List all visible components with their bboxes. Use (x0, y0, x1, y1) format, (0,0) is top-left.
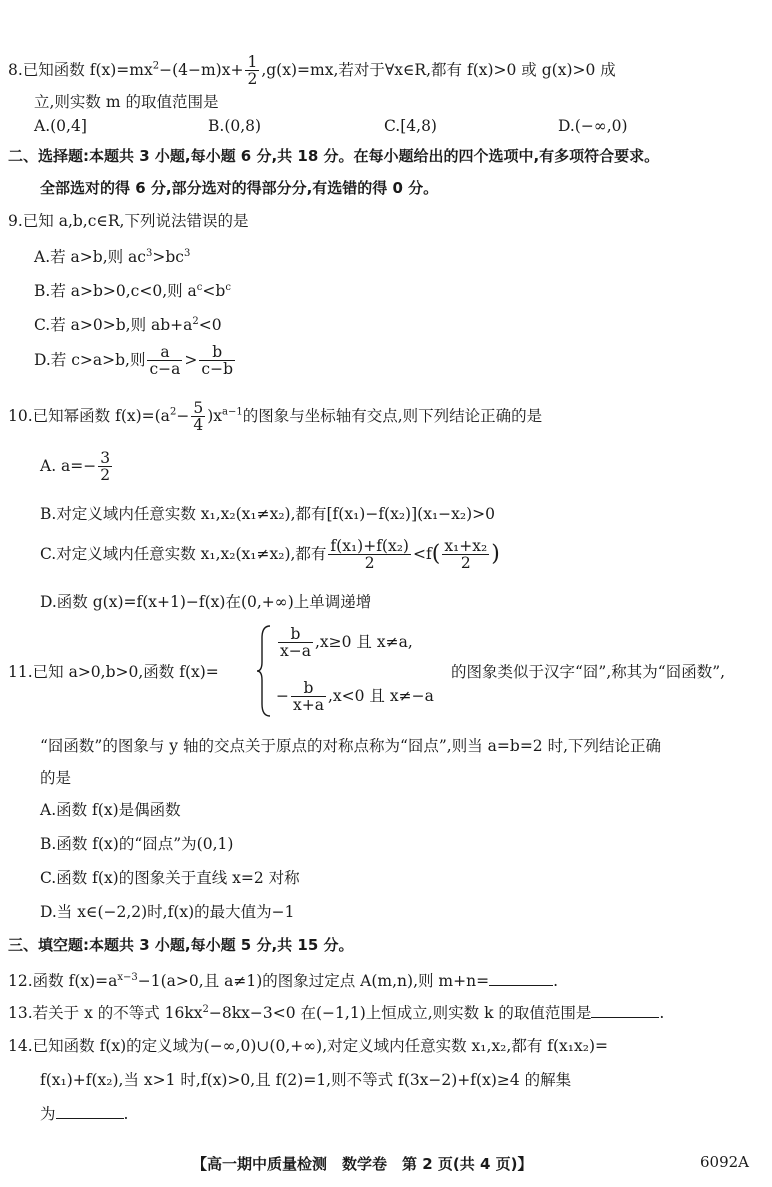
q10-stem-sup1: 2 (169, 406, 177, 418)
q8-stem-line1 (8, 54, 616, 88)
q10-c-frac2 (442, 538, 489, 572)
q10-c-frac1-num: f(x₁)+f(x₂) (330, 537, 409, 555)
q14-stem-line3 (40, 1106, 128, 1123)
q10-stem-a: 10.已知幂函数 f(x)=(a (8, 406, 170, 425)
q10-c-frac1-den: 2 (364, 554, 375, 573)
q9-a-text: A.若 a>b,则 ac (34, 248, 146, 267)
q10-option-d: D.函数 g(x)=f(x+1)−f(x)在(0,+∞)上单调递增 (40, 593, 372, 611)
q9-b-sup2: c (225, 282, 231, 293)
q9-a-mid: >bc (152, 248, 184, 267)
q8-frac-num: 1 (247, 53, 258, 71)
q9-option-d (34, 344, 237, 378)
q10-a-frac (98, 450, 112, 484)
q9-option-c (34, 316, 222, 334)
q9-option-b (34, 282, 231, 300)
q8-stem-line2: 立,则实数 m 的取值范围是 (34, 93, 219, 111)
q11-case2-frac (291, 680, 326, 714)
q12-end: . (553, 972, 559, 991)
q11-case1-den: x−a (280, 642, 311, 661)
q9-stem: 9.已知 a,b,c∈R,下列说法错误的是 (8, 212, 249, 230)
q14-text-pre: 为 (40, 1105, 56, 1123)
q11-option-d: D.当 x∈(−2,2)时,f(x)的最大值为−1 (40, 903, 295, 921)
q11-stem-pre: 11.已知 a>0,b>0,函数 f(x)= (8, 663, 219, 681)
q13-end: . (659, 1004, 665, 1023)
q9-d-gt: > (184, 350, 198, 369)
q11-case2-neg: − (276, 686, 289, 705)
q11-case2-den: x+a (293, 696, 324, 715)
q9-d-frac2 (199, 344, 235, 378)
q8-frac-den: 2 (247, 70, 258, 89)
q13-answer-blank[interactable] (591, 1005, 659, 1018)
q10-a-frac-den: 2 (100, 466, 111, 485)
q11-option-c: C.函数 f(x)的图象关于直线 x=2 对称 (40, 869, 300, 887)
q13-sup: 2 (202, 1004, 209, 1015)
q10-c-frac2-num: x₁+x₂ (444, 537, 488, 555)
q12-text-post: −1(a>0,且 a≠1)的图象过定点 A(m,n),则 m+n= (137, 972, 490, 991)
q11-stem-line3: 的是 (40, 769, 72, 787)
q9-option-a (34, 248, 190, 266)
q12-answer-blank[interactable] (489, 973, 553, 986)
q14-end: . (123, 1105, 129, 1123)
q11-stem-line2: “囧函数”的图象与 y 轴的交点关于原点的对称点称为“囧点”,则当 a=b=2 时,下列结论正确 (40, 737, 662, 755)
q9-b-text: B.若 a>b>0,c<0,则 a (34, 282, 197, 301)
q9-d-frac2-num: b (199, 344, 235, 361)
q8-option-c: C.[4,8) (384, 117, 437, 135)
q9-a-sup2: 3 (183, 248, 191, 259)
q10-stem (8, 400, 542, 434)
q11-case2-cond: ,x<0 且 x≠−a (327, 686, 434, 705)
q10-option-b: B.对定义域内任意实数 x₁,x₂(x₁≠x₂),都有[f(x₁)−f(x₂)](x₁−x₂)>0 (40, 505, 495, 523)
q11-option-a: A.函数 f(x)是偶函数 (40, 801, 181, 819)
q8-fraction (245, 54, 259, 88)
q9-d-frac1-num: a (147, 344, 182, 361)
q10-stem-sup2: a−1 (221, 406, 243, 418)
q10-stem-frac-num: 5 (193, 399, 204, 417)
q10-stem-minus: − (176, 406, 190, 425)
q12-stem (8, 972, 558, 990)
q12-sup: x−3 (117, 972, 138, 983)
q9-d-text: D.若 c>a>b,则 (34, 350, 146, 369)
q10-stem-b: )x (207, 406, 222, 425)
q10-stem-frac-den: 4 (193, 416, 204, 435)
q11-piecewise-brace (256, 624, 272, 718)
paper-code: 6092A (700, 1153, 750, 1171)
section3-heading: 三、填空题:本题共 3 小题,每小题 5 分,共 15 分。 (8, 936, 354, 954)
q8-text-a: 8.已知函数 f(x)=mx (8, 60, 153, 79)
q8-option-b: B.(0,8) (208, 117, 262, 135)
q9-d-frac2-den: c−b (201, 360, 233, 379)
q8-text-c: ,g(x)=mx,若对于∀x∈R,都有 f(x)>0 或 g(x)>0 成 (261, 60, 616, 79)
q10-c-frac1 (328, 538, 411, 572)
section2-heading: 二、选择题:本题共 3 小题,每小题 6 分,共 18 分。在每小题给出的四个选项中,有多项符合要求。 (8, 147, 660, 165)
q10-c-frac2-den: 2 (460, 554, 471, 573)
q10-c-mid: <f (412, 544, 432, 563)
q10-option-a (40, 450, 114, 484)
q10-a-frac-num: 3 (100, 449, 111, 467)
q11-case1-frac (278, 626, 313, 660)
q9-b-mid: <b (202, 282, 226, 301)
q9-c-sup: 2 (192, 316, 199, 327)
q11-case2 (276, 680, 434, 714)
q8-option-a: A.(0,4] (34, 117, 87, 135)
q8-sup: 2 (152, 60, 160, 72)
q11-case1-num: b (278, 626, 313, 643)
q9-d-frac1-den: c−a (149, 360, 181, 379)
q9-b-sup1: c (196, 282, 203, 293)
q14-answer-blank[interactable] (56, 1106, 124, 1119)
q8-text-b: −(4−m)x+ (159, 60, 244, 79)
q9-a-sup1: 3 (145, 248, 153, 259)
q13-text-pre: 13.若关于 x 的不等式 16kx (8, 1004, 203, 1023)
q10-c-text: C.对定义域内任意实数 x₁,x₂(x₁≠x₂),都有 (40, 544, 327, 563)
q11-case2-num: b (291, 680, 326, 697)
q8-option-d: D.(−∞,0) (558, 117, 628, 135)
q13-stem (8, 1004, 664, 1022)
q12-text-pre: 12.函数 f(x)=a (8, 972, 118, 991)
q10-stem-c: 的图象与坐标轴有交点,则下列结论正确的是 (242, 406, 543, 425)
page-footer: 【高一期中质量检测 数学卷 第 2 页(共 4 页)】 (192, 1155, 533, 1173)
q10-a-text: A. a=− (40, 456, 97, 475)
q14-stem-line2: f(x₁)+f(x₂),当 x>1 时,f(x)>0,且 f(2)=1,则不等式 f(3x−2)+f(x)≥4 的解集 (40, 1071, 572, 1089)
q11-option-b: B.函数 f(x)的“囧点”为(0,1) (40, 835, 234, 853)
q11-case1-cond: ,x≥0 且 x≠a, (314, 632, 413, 651)
section2-instructions: 全部选对的得 6 分,部分选对的得部分分,有选错的得 0 分。 (40, 179, 439, 197)
q10-stem-frac (191, 400, 205, 434)
q13-text-post: −8kx−3<0 在(−1,1)上恒成立,则实数 k 的取值范围是 (208, 1004, 592, 1023)
q11-stem-post: 的图象类似于汉字“囧”,称其为“囧函数”, (451, 663, 726, 681)
q14-stem-line1: 14.已知函数 f(x)的定义域为(−∞,0)∪(0,+∞),对定义域内任意实数 x₁,x₂,都有 f(x₁x₂)= (8, 1037, 608, 1055)
q9-c-post: <0 (198, 316, 222, 335)
q9-d-frac1 (147, 344, 182, 378)
q9-c-text: C.若 a>0>b,则 ab+a (34, 316, 193, 335)
q10-option-c: C.对定义域内任意实数 x₁,x₂(x₁≠x₂),都有 $\frac{\text{f(x₁)+f(x₂)}}{2}$ <f( $\frac{\text{x₁+x₂}}{2}$ ) (40, 537, 500, 573)
q11-case1 (276, 626, 413, 660)
